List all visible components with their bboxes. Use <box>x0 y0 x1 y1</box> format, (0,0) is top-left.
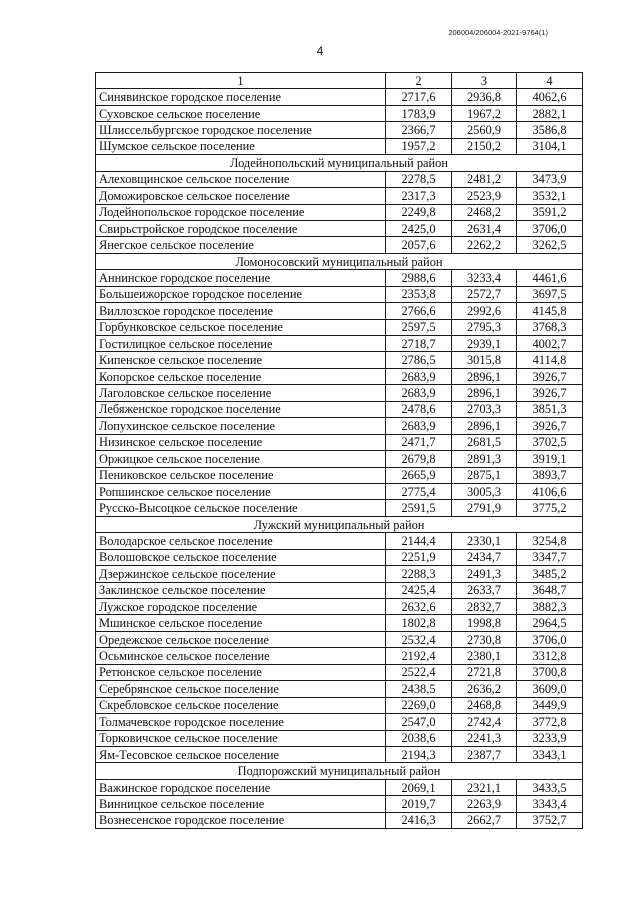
value-col-2: 2786,5 <box>386 352 452 368</box>
settlement-name: Ретюнское сельское поселение <box>96 664 386 680</box>
district-header-row <box>96 253 583 269</box>
value-col-3: 2491,3 <box>452 566 517 582</box>
value-col-2: 2353,8 <box>386 286 452 302</box>
settlement-name: Кипенское сельское поселение <box>96 352 386 368</box>
value-col-2: 2988,6 <box>386 270 452 286</box>
value-col-3: 2891,3 <box>452 451 517 467</box>
value-col-4: 3919,1 <box>517 451 583 467</box>
table-row <box>96 483 583 499</box>
value-col-2: 2665,9 <box>386 467 452 483</box>
settlement-name: Скребловское сельское поселение <box>96 697 386 713</box>
value-col-3: 2730,8 <box>452 631 517 647</box>
value-col-3: 2481,2 <box>452 171 517 187</box>
value-col-3: 2387,7 <box>452 746 517 762</box>
settlement-name: Ям-Тесовское сельское поселение <box>96 746 386 762</box>
district-name: Лодейнопольский муниципальный район <box>96 155 583 171</box>
value-col-3: 2832,7 <box>452 599 517 615</box>
value-col-4: 3768,3 <box>517 319 583 335</box>
value-col-3: 2330,1 <box>452 533 517 549</box>
value-col-3: 2795,3 <box>452 319 517 335</box>
settlement-name: Важинское городское поселение <box>96 779 386 795</box>
value-col-2: 2683,9 <box>386 418 452 434</box>
value-col-2: 1802,8 <box>386 615 452 631</box>
value-col-2: 2192,4 <box>386 648 452 664</box>
value-col-3: 2939,1 <box>452 336 517 352</box>
table-row <box>96 730 583 746</box>
column-header: 3 <box>452 73 517 89</box>
value-col-3: 2380,1 <box>452 648 517 664</box>
value-col-4: 3775,2 <box>517 500 583 516</box>
value-col-4: 2882,1 <box>517 105 583 121</box>
value-col-2: 2425,0 <box>386 220 452 236</box>
value-col-4: 3485,2 <box>517 566 583 582</box>
settlement-name: Пениковское сельское поселение <box>96 467 386 483</box>
value-col-3: 2791,9 <box>452 500 517 516</box>
value-col-3: 2636,2 <box>452 681 517 697</box>
value-col-2: 2249,8 <box>386 204 452 220</box>
value-col-2: 2019,7 <box>386 796 452 812</box>
value-col-2: 1957,2 <box>386 138 452 154</box>
value-col-3: 2875,1 <box>452 467 517 483</box>
value-col-3: 2263,9 <box>452 796 517 812</box>
value-col-4: 3882,3 <box>517 599 583 615</box>
value-col-4: 2964,5 <box>517 615 583 631</box>
settlement-name: Осьминское сельское поселение <box>96 648 386 664</box>
table-row <box>96 122 583 138</box>
value-col-4: 3586,8 <box>517 122 583 138</box>
value-col-4: 3262,5 <box>517 237 583 253</box>
settlement-name: Аннинское городское поселение <box>96 270 386 286</box>
table-row <box>96 812 583 828</box>
value-col-3: 2662,7 <box>452 812 517 828</box>
table-row <box>96 220 583 236</box>
value-col-2: 2317,3 <box>386 188 452 204</box>
table-row <box>96 746 583 762</box>
value-col-2: 2683,9 <box>386 368 452 384</box>
settlement-name: Шлиссельбургское городское поселение <box>96 122 386 138</box>
column-header: 2 <box>386 73 452 89</box>
value-col-4: 3772,8 <box>517 714 583 730</box>
value-col-3: 2631,4 <box>452 220 517 236</box>
value-col-2: 2591,5 <box>386 500 452 516</box>
value-col-2: 2547,0 <box>386 714 452 730</box>
table-row <box>96 188 583 204</box>
value-col-2: 2632,6 <box>386 599 452 615</box>
settlement-name: Оредежское сельское поселение <box>96 631 386 647</box>
settlement-name: Русско-Высоцкое сельское поселение <box>96 500 386 516</box>
value-col-2: 2438,5 <box>386 681 452 697</box>
value-col-4: 4106,6 <box>517 483 583 499</box>
table-row <box>96 500 583 516</box>
settlement-name: Торковичское сельское поселение <box>96 730 386 746</box>
value-col-2: 2366,7 <box>386 122 452 138</box>
table-row <box>96 385 583 401</box>
value-col-2: 2683,9 <box>386 385 452 401</box>
table-row <box>96 418 583 434</box>
value-col-4: 3697,5 <box>517 286 583 302</box>
value-col-4: 3926,7 <box>517 418 583 434</box>
value-col-4: 4114,8 <box>517 352 583 368</box>
settlement-name: Серебрянское сельское поселение <box>96 681 386 697</box>
table-row <box>96 89 583 105</box>
value-col-2: 2069,1 <box>386 779 452 795</box>
value-col-2: 2478,6 <box>386 401 452 417</box>
value-col-4: 3700,8 <box>517 664 583 680</box>
settlement-name: Янегское сельское поселение <box>96 237 386 253</box>
value-col-4: 3254,8 <box>517 533 583 549</box>
table-row <box>96 368 583 384</box>
table-row <box>96 697 583 713</box>
value-col-4: 3233,9 <box>517 730 583 746</box>
table-row <box>96 105 583 121</box>
settlement-name: Низинское сельское поселение <box>96 434 386 450</box>
value-col-3: 2896,1 <box>452 385 517 401</box>
value-col-3: 2992,6 <box>452 303 517 319</box>
value-col-2: 2278,5 <box>386 171 452 187</box>
settlement-name: Шумское сельское поселение <box>96 138 386 154</box>
table-row <box>96 714 583 730</box>
district-header-row <box>96 155 583 171</box>
value-col-4: 3433,5 <box>517 779 583 795</box>
table-row <box>96 648 583 664</box>
district-name: Ломоносовский муниципальный район <box>96 253 583 269</box>
value-col-3: 3005,3 <box>452 483 517 499</box>
value-col-4: 3752,7 <box>517 812 583 828</box>
table-row <box>96 171 583 187</box>
value-col-4: 3851,3 <box>517 401 583 417</box>
value-col-2: 2718,7 <box>386 336 452 352</box>
value-col-4: 3347,7 <box>517 549 583 565</box>
value-col-4: 3343,4 <box>517 796 583 812</box>
value-col-2: 2775,4 <box>386 483 452 499</box>
settlement-name: Синявинское городское поселение <box>96 89 386 105</box>
settlement-name: Дзержинское сельское поселение <box>96 566 386 582</box>
table-header-row <box>96 73 583 89</box>
value-col-4: 4145,8 <box>517 303 583 319</box>
table-row <box>96 204 583 220</box>
value-col-4: 3648,7 <box>517 582 583 598</box>
value-col-2: 2425,4 <box>386 582 452 598</box>
value-col-4: 3343,1 <box>517 746 583 762</box>
value-col-2: 2522,4 <box>386 664 452 680</box>
settlement-name: Толмачевское городское поселение <box>96 714 386 730</box>
table-row <box>96 664 583 680</box>
settlement-name: Свирьстройское городское поселение <box>96 220 386 236</box>
settlement-name: Ропшинское сельское поселение <box>96 483 386 499</box>
value-col-3: 2241,3 <box>452 730 517 746</box>
value-col-3: 2560,9 <box>452 122 517 138</box>
table-row <box>96 533 583 549</box>
table-row <box>96 286 583 302</box>
value-col-3: 2262,2 <box>452 237 517 253</box>
value-col-4: 3706,0 <box>517 220 583 236</box>
table-row <box>96 319 583 335</box>
value-col-3: 2703,3 <box>452 401 517 417</box>
page-number: 4 <box>316 44 324 58</box>
settlement-name: Большеижорское городское поселение <box>96 286 386 302</box>
value-col-4: 3312,8 <box>517 648 583 664</box>
value-col-4: 3104,1 <box>517 138 583 154</box>
settlement-name: Гостилицкое сельское поселение <box>96 336 386 352</box>
value-col-2: 2144,4 <box>386 533 452 549</box>
table-row <box>96 599 583 615</box>
value-col-4: 4461,6 <box>517 270 583 286</box>
value-col-3: 2633,7 <box>452 582 517 598</box>
value-col-3: 1998,8 <box>452 615 517 631</box>
value-col-3: 2896,1 <box>452 368 517 384</box>
value-col-2: 2251,9 <box>386 549 452 565</box>
value-col-4: 3926,7 <box>517 385 583 401</box>
value-col-2: 2597,5 <box>386 319 452 335</box>
value-col-3: 2936,8 <box>452 89 517 105</box>
settlement-name: Лодейнопольское городское поселение <box>96 204 386 220</box>
value-col-2: 2766,6 <box>386 303 452 319</box>
value-col-3: 2321,1 <box>452 779 517 795</box>
table-row <box>96 467 583 483</box>
settlement-name: Волошовское сельское поселение <box>96 549 386 565</box>
value-col-2: 2471,7 <box>386 434 452 450</box>
table-row <box>96 352 583 368</box>
value-col-4: 4062,6 <box>517 89 583 105</box>
value-col-4: 3893,7 <box>517 467 583 483</box>
settlement-name: Виллозское городское поселение <box>96 303 386 319</box>
value-col-2: 2717,6 <box>386 89 452 105</box>
value-col-3: 2572,7 <box>452 286 517 302</box>
settlement-name: Копорское сельское поселение <box>96 368 386 384</box>
value-col-4: 3926,7 <box>517 368 583 384</box>
value-col-2: 2416,3 <box>386 812 452 828</box>
value-col-3: 2523,9 <box>452 188 517 204</box>
value-col-2: 2269,0 <box>386 697 452 713</box>
settlement-name: Мшинское сельское поселение <box>96 615 386 631</box>
value-col-4: 3449,9 <box>517 697 583 713</box>
value-col-4: 3702,5 <box>517 434 583 450</box>
settlement-name: Винницкое сельское поселение <box>96 796 386 812</box>
table-row <box>96 566 583 582</box>
value-col-3: 2742,4 <box>452 714 517 730</box>
settlement-name: Володарское сельское поселение <box>96 533 386 549</box>
table-row <box>96 401 583 417</box>
district-header-row <box>96 516 583 532</box>
table-row <box>96 549 583 565</box>
settlement-name: Лужское городское поселение <box>96 599 386 615</box>
table-row <box>96 582 583 598</box>
value-col-3: 2434,7 <box>452 549 517 565</box>
value-col-3: 1967,2 <box>452 105 517 121</box>
table-row <box>96 631 583 647</box>
settlement-name: Оржицкое сельское поселение <box>96 451 386 467</box>
table-row <box>96 796 583 812</box>
table-row <box>96 336 583 352</box>
settlement-name: Вознесенское городское поселение <box>96 812 386 828</box>
table-row <box>96 451 583 467</box>
value-col-4: 3609,0 <box>517 681 583 697</box>
settlement-name: Суховское сельское поселение <box>96 105 386 121</box>
settlements-table <box>95 72 583 829</box>
settlement-name: Лопухинское сельское поселение <box>96 418 386 434</box>
settlement-name: Лаголовское сельское поселение <box>96 385 386 401</box>
value-col-4: 3473,9 <box>517 171 583 187</box>
value-col-2: 1783,9 <box>386 105 452 121</box>
settlement-name: Алеховщинское сельское поселение <box>96 171 386 187</box>
value-col-3: 3015,8 <box>452 352 517 368</box>
value-col-3: 2721,8 <box>452 664 517 680</box>
value-col-2: 2057,6 <box>386 237 452 253</box>
table-row <box>96 779 583 795</box>
table-row <box>96 615 583 631</box>
value-col-2: 2532,4 <box>386 631 452 647</box>
district-name: Лужский муниципальный район <box>96 516 583 532</box>
column-header: 1 <box>96 73 386 89</box>
value-col-2: 2288,3 <box>386 566 452 582</box>
settlement-name: Доможировское сельское поселение <box>96 188 386 204</box>
value-col-3: 2468,2 <box>452 204 517 220</box>
value-col-4: 4002,7 <box>517 336 583 352</box>
value-col-2: 2679,8 <box>386 451 452 467</box>
table-row <box>96 434 583 450</box>
value-col-3: 2150,2 <box>452 138 517 154</box>
document-number: 206004/206004-2021-9764(1) <box>448 28 548 37</box>
value-col-3: 3233,4 <box>452 270 517 286</box>
settlement-name: Горбунковское сельское поселение <box>96 319 386 335</box>
column-header: 4 <box>517 73 583 89</box>
value-col-2: 2038,6 <box>386 730 452 746</box>
value-col-3: 2468,8 <box>452 697 517 713</box>
value-col-2: 2194,3 <box>386 746 452 762</box>
value-col-3: 2681,5 <box>452 434 517 450</box>
table-row <box>96 681 583 697</box>
district-name: Подпорожский муниципальный район <box>96 763 583 779</box>
table-row <box>96 270 583 286</box>
table-row <box>96 303 583 319</box>
value-col-3: 2896,1 <box>452 418 517 434</box>
settlement-name: Заклинское сельское поселение <box>96 582 386 598</box>
value-col-4: 3532,1 <box>517 188 583 204</box>
district-header-row <box>96 763 583 779</box>
table-row <box>96 138 583 154</box>
table-row <box>96 237 583 253</box>
value-col-4: 3706,0 <box>517 631 583 647</box>
settlement-name: Лебяженское городское поселение <box>96 401 386 417</box>
value-col-4: 3591,2 <box>517 204 583 220</box>
